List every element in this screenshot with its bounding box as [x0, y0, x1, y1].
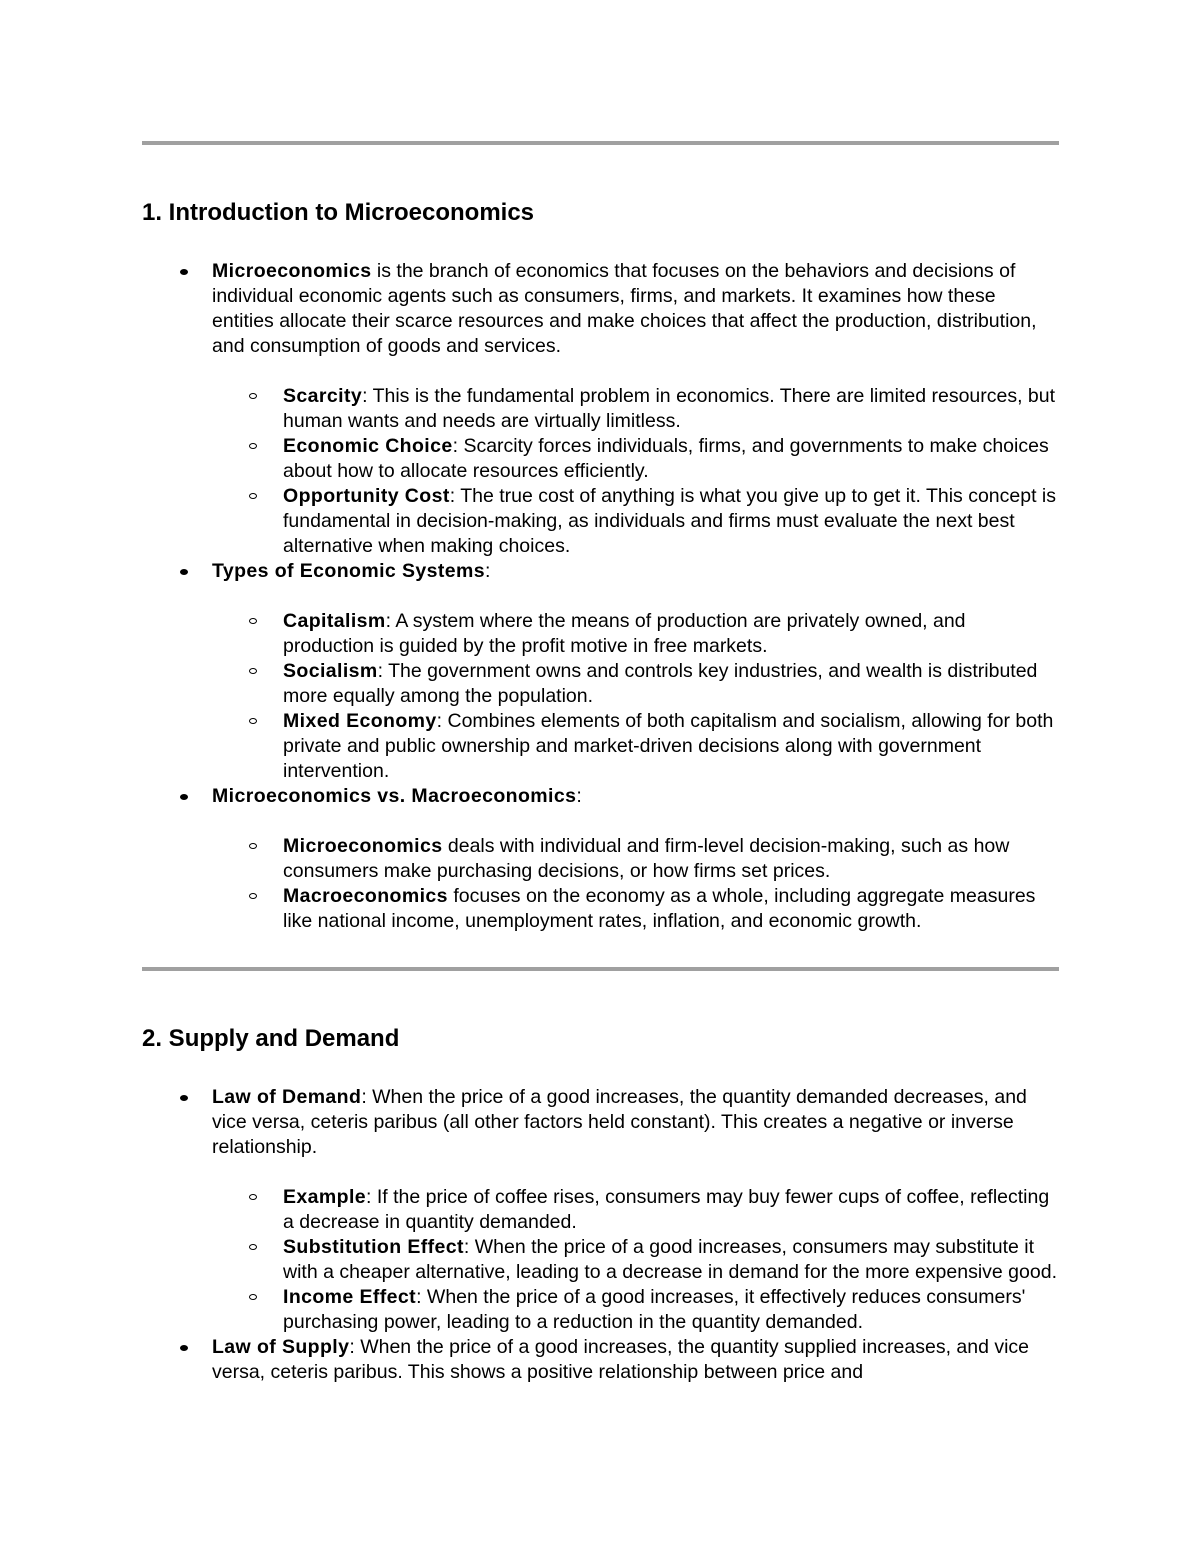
sub-list-item [212, 1285, 1059, 1335]
bullet-circle-icon [249, 1244, 257, 1250]
sub-list-item [212, 709, 1059, 784]
sub-bullet-list [212, 609, 1059, 784]
section-introduction [142, 196, 1059, 934]
sub-item-term: Mixed Economy [283, 710, 437, 732]
sub-item-term: Example [283, 1186, 367, 1208]
sub-bullet-list [212, 1185, 1059, 1335]
list-item-text: : When the price of a good increases, the quantity demanded decreases, and vice versa, ceteris paribus (all other factors held constant). This creates a negative or inverse relationship. [212, 1086, 1027, 1158]
bullet-circle-icon [249, 618, 257, 624]
bullet-disc-icon [180, 1095, 188, 1101]
sub-list-item [212, 434, 1059, 484]
bullet-disc-icon [180, 794, 188, 800]
horizontal-rule [142, 141, 1059, 145]
sub-item-text: : When the price of a good increases, consumers may substitute it with a cheaper alternative, leading to a decrease in demand for the more expensive good. [283, 1236, 1057, 1283]
list-item [142, 784, 1059, 934]
list-item-text: : [576, 785, 582, 807]
list-item [142, 259, 1059, 559]
list-item [142, 559, 1059, 784]
sub-list-item [212, 659, 1059, 709]
sub-item-text: : The government owns and controls key industries, and wealth is distributed more equally among the population. [283, 660, 1038, 707]
sub-item-term: Opportunity Cost [283, 485, 450, 507]
list-item-text: is the branch of economics that focuses on the behaviors and decisions of individual economic agents such as consumers, firms, and markets. It examines how these entities allocate their scarce resources and make choices that affect the production, distribution, and consumption of goods and services. [212, 260, 1037, 357]
sub-item-term: Macroeconomics [283, 885, 448, 907]
bullet-circle-icon [249, 393, 257, 399]
sub-item-term: Scarcity [283, 385, 363, 407]
sub-bullet-list [212, 834, 1059, 934]
bullet-circle-icon [249, 1194, 257, 1200]
list-item [142, 1085, 1059, 1335]
sub-list-item [212, 834, 1059, 884]
bullet-disc-icon [180, 269, 188, 275]
bullet-circle-icon [249, 668, 257, 674]
list-item-term: Law of Demand [212, 1086, 362, 1108]
sub-list-item [212, 484, 1059, 559]
sub-item-text: : If the price of coffee rises, consumers may buy fewer cups of coffee, reflecting a decrease in quantity demanded. [283, 1186, 1050, 1233]
bullet-circle-icon [249, 843, 257, 849]
list-item-text: : When the price of a good increases, the quantity supplied increases, and vice versa, ceteris paribus. This shows a positive relationship between price and [212, 1336, 1030, 1383]
sub-item-text: : A system where the means of production are privately owned, and production is guided by the profit motive in free markets. [283, 610, 966, 657]
sub-item-term: Economic Choice [283, 435, 453, 457]
list-item-text: : [484, 560, 491, 582]
sub-item-text: : Combines elements of both capitalism and socialism, allowing for both private and public ownership and market-driven decisions along with government intervention. [283, 710, 1054, 782]
list-item-term: Law of Supply [212, 1336, 350, 1358]
sub-list-item [212, 884, 1059, 934]
section-supply-demand [142, 1022, 1059, 1385]
sub-item-text: : Scarcity forces individuals, firms, and governments to make choices about how to allocate resources efficiently. [283, 435, 1049, 482]
list-item [142, 1335, 1059, 1385]
bullet-circle-icon [249, 493, 257, 499]
sub-item-text: : This is the fundamental problem in economics. There are limited resources, but human wants and needs are virtually limitless. [283, 385, 1056, 432]
list-item-term: Microeconomics vs. Macroeconomics [212, 785, 577, 807]
bullet-disc-icon [180, 1345, 188, 1351]
sub-list-item [212, 1185, 1059, 1235]
sub-list-item [212, 609, 1059, 659]
sub-item-text: : The true cost of anything is what you give up to get it. This concept is fundamental in decision-making, as individuals and firms must evaluate the next best alternative when making choices. [283, 485, 1056, 557]
section-heading: 2. Supply and Demand [142, 1025, 400, 1052]
sub-list-item [212, 1235, 1059, 1285]
sub-item-term: Socialism [283, 660, 378, 682]
horizontal-rule [142, 967, 1059, 971]
bullet-circle-icon [249, 443, 257, 449]
bullet-circle-icon [249, 718, 257, 724]
sub-item-term: Substitution Effect [283, 1236, 464, 1258]
section-heading: 1. Introduction to Microeconomics [142, 199, 535, 226]
sub-item-text: focuses on the economy as a whole, including aggregate measures like national income, unemployment rates, inflation, and economic growth. [283, 885, 1036, 932]
sub-item-term: Microeconomics [283, 835, 443, 857]
bullet-list [142, 1085, 1059, 1385]
bullet-circle-icon [249, 893, 257, 899]
sub-list-item [212, 384, 1059, 434]
sub-item-term: Capitalism [283, 610, 386, 632]
sub-item-text: : When the price of a good increases, it effectively reduces consumers' purchasing power, leading to a reduction in the quantity demanded. [283, 1286, 1026, 1333]
sub-bullet-list [212, 384, 1059, 559]
list-item-term: Types of Economic Systems [212, 560, 485, 582]
bullet-circle-icon [249, 1294, 257, 1300]
sub-item-term: Income Effect [283, 1286, 417, 1308]
sub-item-text: deals with individual and firm-level decision-making, such as how consumers make purchasing decisions, or how firms set prices. [283, 835, 1010, 882]
bullet-list [142, 259, 1059, 934]
list-item-term: Microeconomics [212, 260, 372, 282]
bullet-disc-icon [180, 569, 188, 575]
